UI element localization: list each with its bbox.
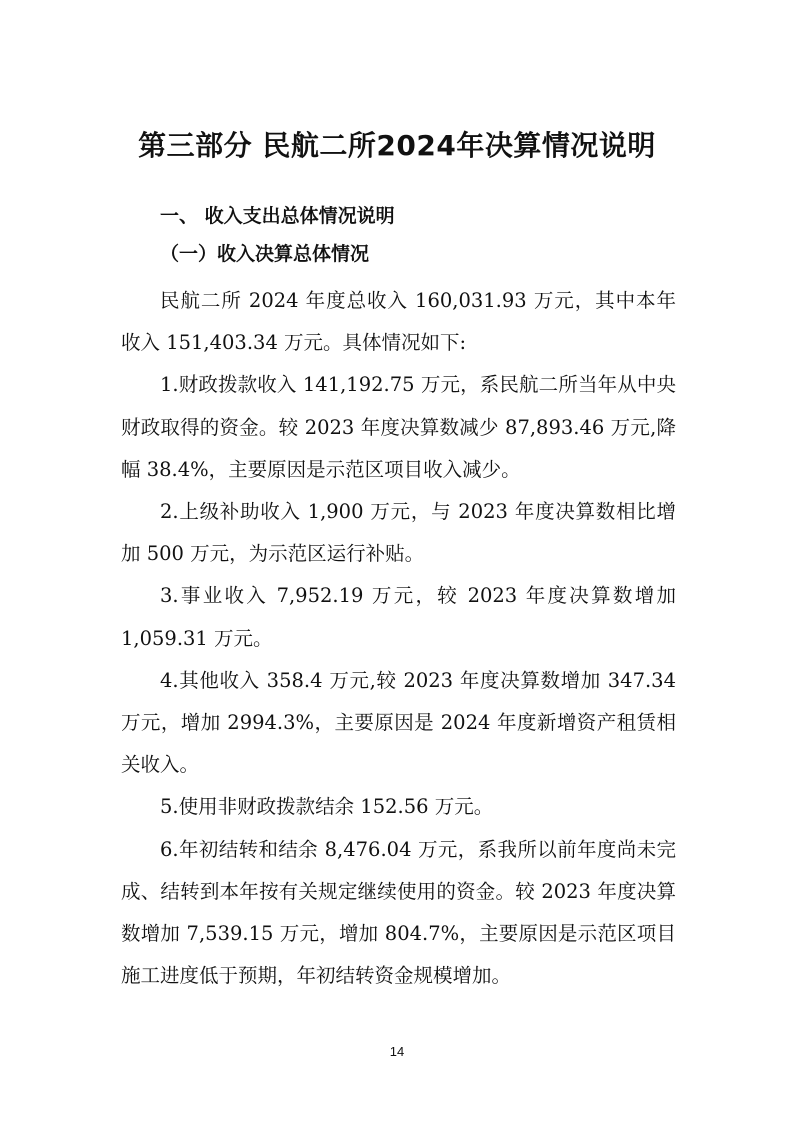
paragraph-fiscal-appropriation: 1.财政拨款收入 141,192.75 万元，系民航二所当年从中央财政取得的资金。较 2023 年度决算数减少 87,893.46 万元,降幅 38.4%，主要原因是示范区项目收入减少。: [121, 373, 676, 481]
paragraph-non-fiscal-balance: 5.使用非财政拨款结余 152.56 万元。: [160, 795, 494, 819]
body-text: [121, 280, 676, 997]
page-number: 14: [389, 1044, 405, 1059]
document-title: 第三部分 民航二所2024年决算情况说明: [138, 129, 656, 162]
paragraph-business-income: 3.事业收入 7,952.19 万元，较 2023 年度决算数增加 1,059.31 万元。: [121, 584, 676, 650]
section-heading: 一、 收入支出总体情况说明: [160, 205, 395, 227]
paragraph-other-income: 4.其他收入 358.4 万元,较 2023 年度决算数增加 347.34 万元，增加 2994.3%，主要原因是 2024 年度新增资产租赁相关收入。: [121, 668, 676, 777]
paragraph-superior-subsidy: 2.上级补助收入 1,900 万元，与 2023 年度决算数相比增加 500 万元，为示范区运行补贴。: [121, 500, 676, 566]
subsection-heading: （一）收入决算总体情况: [160, 243, 370, 265]
paragraph-total-income: 民航二所 2024 年度总收入 160,031.93 万元，其中本年收入 151,403.34 万元。具体情况如下:: [121, 289, 676, 355]
paragraph-carryover-balance: 6.年初结转和结余 8,476.04 万元，系我所以前年度尚未完成、结转到本年按有关规定继续使用的资金。较 2023 年度决算数增加 7,539.15 万元，增加 804.7%，主要原因是示范区项目施工进度低于预期，年初结转资金规模增加。: [121, 837, 676, 988]
